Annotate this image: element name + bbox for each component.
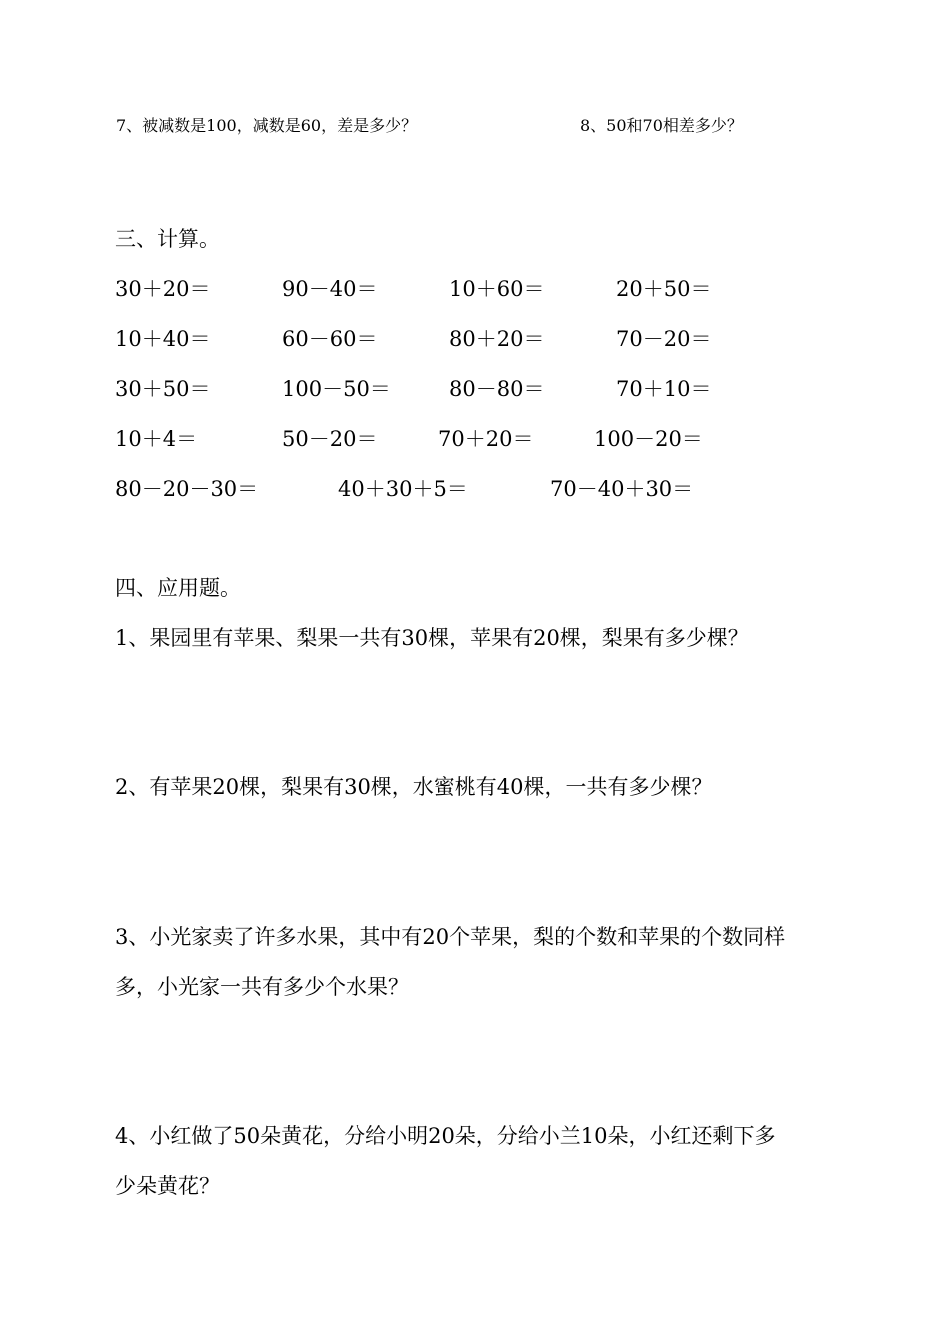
calc-item: 100－20＝: [594, 427, 703, 451]
word-problem-2: 2、有苹果20棵，梨果有30棵，水蜜桃有40棵，一共有多少棵？: [115, 775, 713, 799]
section-3-title: 三、计算。: [115, 227, 220, 251]
calc-item: 80－80＝: [449, 377, 545, 401]
calc-item: 60－60＝: [282, 327, 378, 351]
calc-item: 30＋20＝: [115, 277, 211, 301]
calc-item: 70－40＋30＝: [550, 477, 694, 501]
word-problem-3-line-2: 多，小光家一共有多少个水果？: [115, 975, 409, 999]
word-problem-1: 1、果园里有苹果、梨果一共有30棵，苹果有20棵，梨果有多少棵？: [115, 626, 749, 650]
question-8: 8、50和70相差多少？: [580, 116, 743, 135]
calc-item: 10＋40＝: [115, 327, 211, 351]
calc-item: 70＋20＝: [438, 427, 534, 451]
calc-item: 80－20－30＝: [115, 477, 259, 501]
word-problem-4-line-2: 少朵黄花？: [115, 1174, 220, 1198]
calc-item: 30＋50＝: [115, 377, 211, 401]
calc-item: 10＋4＝: [115, 427, 198, 451]
calc-item: 40＋30＋5＝: [338, 477, 468, 501]
calc-item: 100－50＝: [282, 377, 391, 401]
calc-item: 20＋50＝: [616, 277, 712, 301]
calc-item: 50－20＝: [282, 427, 378, 451]
word-problem-3-line-1: 3、小光家卖了许多水果，其中有20个苹果，梨的个数和苹果的个数同样: [115, 925, 786, 949]
section-4-title: 四、应用题。: [115, 576, 241, 600]
calc-item: 90－40＝: [282, 277, 378, 301]
calc-item: 70－20＝: [616, 327, 712, 351]
calc-item: 70＋10＝: [616, 377, 712, 401]
word-problem-4-line-1: 4、小红做了50朵黄花，分给小明20朵，分给小兰10朵，小红还剩下多: [115, 1124, 776, 1148]
calc-item: 80＋20＝: [449, 327, 545, 351]
calc-item: 10＋60＝: [449, 277, 545, 301]
question-7: 7、被减数是100，减数是60，差是多少？: [116, 116, 418, 135]
